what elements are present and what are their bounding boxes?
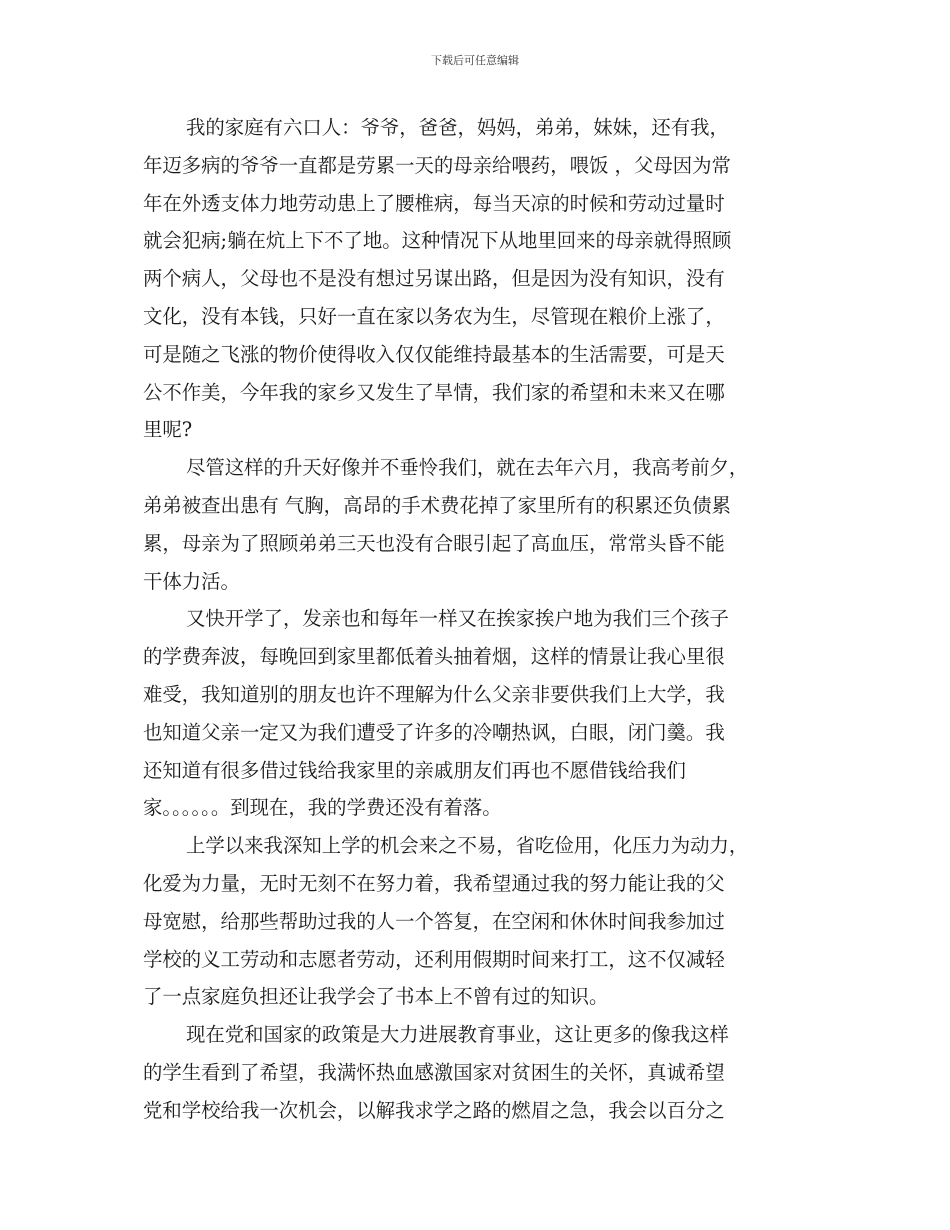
- text-line: 又快开学了，发亲也和每年一样又在挨家挨户地为我们三个孩子: [186, 607, 729, 631]
- text-line: 弟弟被查出患有 气胸，高昂的手术费花掉了家里所有的积累还负债累: [143, 493, 731, 517]
- text-line: 母宽慰，给那些帮助过我的人一个答复，在空闲和休休时间我参加过: [143, 909, 725, 933]
- paragraph: [143, 1016, 803, 1129]
- text-line: 还知道有很多借过钱给我家里的亲戚朋友们再也不愿借钱给我们: [143, 758, 686, 782]
- text-line: 年在外透支体力地劳动患上了腰椎病，每当天凉的时候和劳动过量时: [143, 191, 725, 215]
- document-body: [143, 109, 803, 1130]
- text-line: 难受，我知道别的朋友也许不理解为什么父亲非要供我们上大学，我: [143, 682, 725, 706]
- text-line: 的学生看到了希望，我满怀热血感激国家对贫困生的关怀，真诚希望: [143, 1060, 725, 1084]
- text-line: 了一点家庭负担还让我学会了书本上不曾有过的知识。: [143, 985, 609, 1009]
- text-line: 党和学校给我一次机会，以解我求学之路的燃眉之急，我会以百分之: [143, 1098, 725, 1122]
- paragraph: [143, 827, 803, 1016]
- text-line: 的学费奔波，每晚回到家里都低着头抽着烟，这样的情景让我心里很: [143, 645, 725, 669]
- text-line: 尽管这样的升天好像并不垂怜我们，就在去年六月，我高考前夕，: [186, 456, 749, 480]
- text-line: 年迈多病的爷爷一直都是劳累一天的母亲给喂药，喂饭 ，父母因为常: [143, 153, 731, 177]
- text-line: 里呢?: [143, 418, 193, 442]
- text-line: 干体力活。: [143, 569, 240, 593]
- paragraph: [143, 109, 803, 449]
- text-line: 就会犯病;躺在炕上下不了地。这种情况下从地里回来的母亲就得照顾: [143, 229, 732, 253]
- text-line: 现在党和国家的政策是大力进展教育事业，这让更多的像我这样: [186, 1023, 729, 1047]
- text-line: 学校的义工劳动和志愿者劳动，还利用假期时间来打工，这不仅减轻: [143, 947, 725, 971]
- text-line: 累，母亲为了照顾弟弟三天也没有合眼引起了高血压，常常头昏不能: [143, 531, 725, 555]
- text-line: 上学以来我深知上学的机会来之不易，省吃俭用，化压力为动力，: [186, 834, 749, 858]
- text-line: 也知道父亲一定又为我们遭受了许多的冷嘲热讽，白眼，闭门羹。我: [143, 720, 725, 744]
- paragraph: [143, 600, 803, 827]
- text-line: 化爱为力量，无时无刻不在努力着，我希望通过我的努力能让我的父: [143, 871, 725, 895]
- page-header: 下载后可任意编辑: [431, 54, 519, 67]
- text-line: 两个病人，父母也不是没有想过另谋出路，但是因为没有知识，没有: [143, 267, 725, 291]
- text-line: 文化，没有本钱，只好一直在家以务农为生，尽管现在粮价上涨了，: [143, 304, 725, 328]
- paragraph: [143, 449, 803, 600]
- text-line: 可是随之飞涨的物价使得收入仅仅能维持最基本的生活需要，可是天: [143, 342, 725, 366]
- text-line: 我的家庭有六口人：爷爷，爸爸，妈妈，弟弟，妹妹，还有我，: [186, 116, 729, 139]
- text-line: 公不作美，今年我的家乡又发生了旱情，我们家的希望和未来又在哪: [143, 380, 725, 404]
- text-line: 家。。。。。。到现在，我的学费还没有着落。: [143, 796, 502, 820]
